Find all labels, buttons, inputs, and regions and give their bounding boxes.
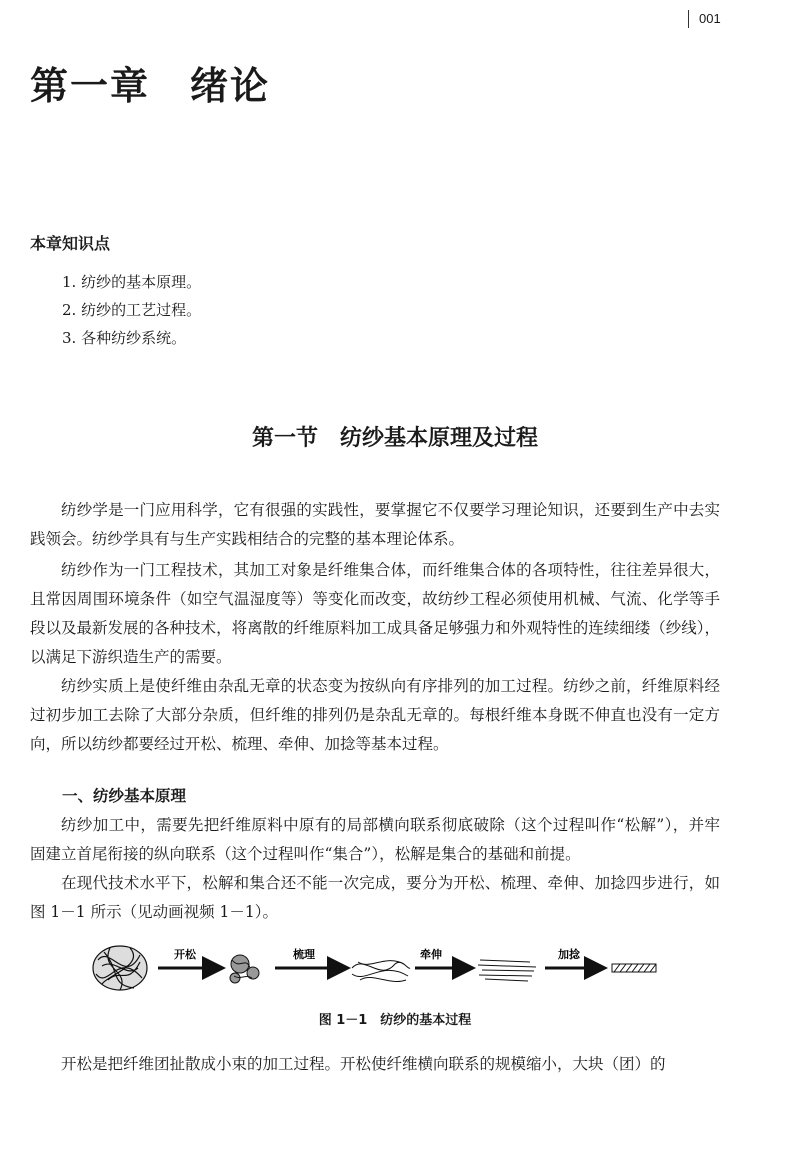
paragraph-steps: 在现代技术水平下，松解和集合还不能一次完成，要分为开松、梳理、牵伸、加捻四步进行，如图 1－1 所示（见动画视频 1－1）。: [30, 874, 720, 921]
knowledge-point-item: 3. 各种纺纱系统。: [62, 329, 187, 347]
knowledge-points-list: [62, 268, 201, 352]
figure-caption: 图 1－1 纺纱的基本过程: [318, 1013, 472, 1028]
step-label-carding: 梳理: [293, 948, 315, 961]
paragraph-engineering: 纺纱作为一门工程技术，其加工对象是纤维集合体，而纤维集合体的各项特性，往往差异很大，且常因周围环境条件（如空气温湿度等）等变化而改变，故纺纱工程必须使用机械、气流、化学等手段以及最新发展的各种技术，将离散的纤维原料加工成具备足够强力和外观特性的连续细缕（纱线），以满足下游织造生产的需要。: [30, 561, 720, 666]
knowledge-point-item: 1. 纺纱的基本原理。: [62, 273, 202, 291]
page-number: 001: [688, 10, 721, 28]
paragraph-essence: 纺纱实质上是使纤维由杂乱无章的状态变为按纵向有序排列的加工过程。纺纱之前，纤维原料经过初步加工去除了大部分杂质，但纤维的排列仍是杂乱无章的。每根纤维本身既不伸直也没有一定方向，所以纺纱都要经过开松、梳理、牵伸、加捻等基本过程。: [30, 677, 720, 753]
step-label-twisting: 加捻: [558, 948, 580, 961]
step-label-opening: 开松: [174, 948, 196, 961]
spinning-process-figure: [90, 940, 730, 1000]
twisted-yarn-icon: [612, 964, 656, 972]
raw-fiber-tangle-icon: [93, 946, 147, 990]
chapter-title: 第一章 绪论: [30, 64, 271, 108]
knowledge-points-heading: 本章知识点: [30, 234, 111, 253]
knowledge-point-item: 2. 纺纱的工艺过程。: [62, 301, 202, 319]
step-label-drafting: 牵伸: [420, 948, 442, 961]
paragraph-intro: 纺纱学是一门应用科学，它有很强的实践性，要掌握它不仅要学习理论知识，还要到生产中去实践领会。纺纱学具有与生产实践相结合的完整的基本理论体系。: [30, 501, 720, 548]
subsection-heading: 一、纺纱基本原理: [62, 787, 187, 805]
opened-tufts-icon: [230, 955, 259, 983]
section-title: 第一节 纺纱基本原理及过程: [251, 426, 538, 451]
carded-fibers-icon: [352, 961, 410, 982]
paragraph-opening: 开松是把纤维团扯散成小束的加工过程。开松使纤维横向联系的规模缩小，大块（团）的: [61, 1055, 666, 1073]
drafted-fibers-icon: [478, 960, 536, 981]
paragraph-principle: 纺纱加工中，需要先把纤维原料中原有的局部横向联系彻底破除（这个过程叫作“松解”），并牢固建立首尾衔接的纵向联系（这个过程叫作“集合”），松解是集合的基础和前提。: [30, 816, 720, 863]
